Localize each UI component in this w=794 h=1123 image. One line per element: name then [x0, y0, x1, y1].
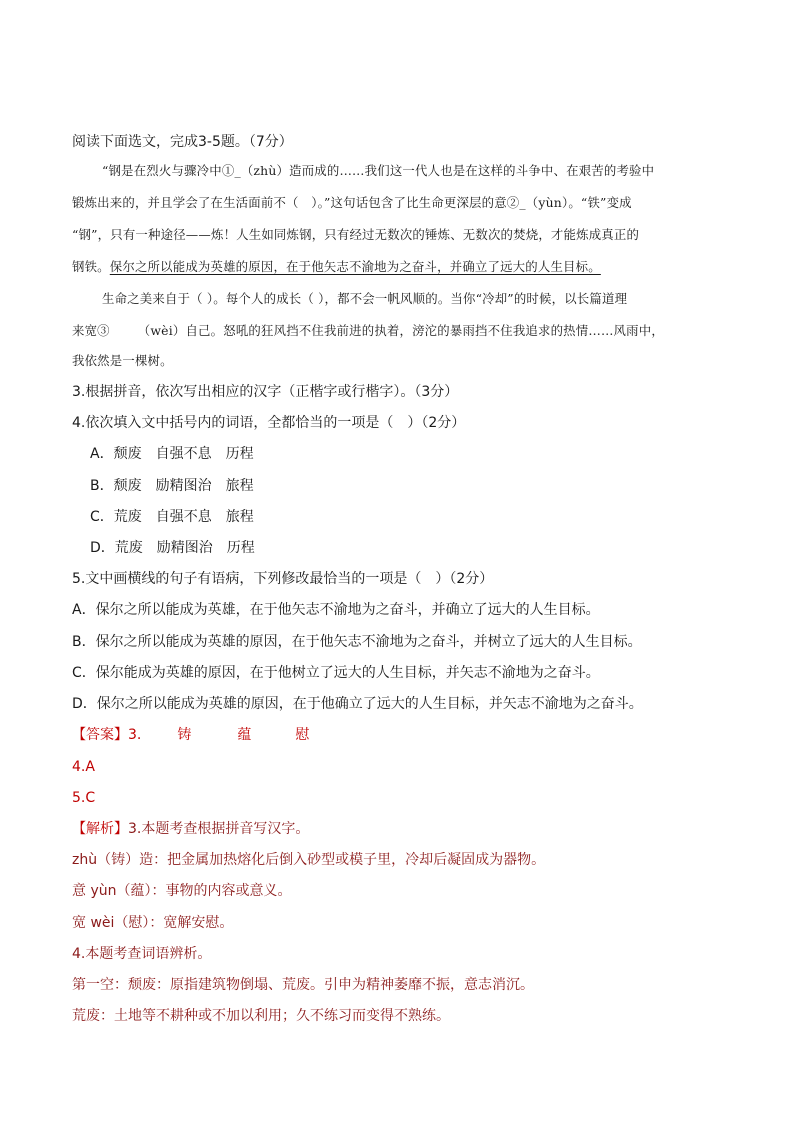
answer-line [72, 725, 309, 745]
passage-text: 钢铁。 [72, 259, 110, 274]
analysis-line: 意 yùn（蕴）：事物的内容或意义。 [72, 883, 292, 899]
passage-line [72, 321, 664, 341]
analysis-line [72, 819, 309, 839]
passage-line: “钢”，只有一种途径——炼！人生如同炼钢，只有经过无数次的锤炼、无数次的焚烧，才能炼成真正的 [72, 227, 640, 242]
analysis-line: 宽 wèi（慰）：宽解安慰。 [72, 915, 234, 931]
q5-option-b: B．保尔之所以能成为英雄的原因，在于他矢志不渝地为之奋斗，并树立了远大的人生目标。 [72, 634, 642, 650]
answer-q3-label: 3. [128, 727, 142, 743]
passage-text: 来宽③ [72, 323, 110, 338]
passage-line: “钢是在烈火与骤冷中①_（zhù）造而成的……我们这一代人也是在这样的斗争中、在艰苦的考验中 [102, 163, 655, 178]
q5-option-a: A．保尔之所以能成为英雄，在于他矢志不渝地为之奋斗，并确立了远大的人生目标。 [72, 602, 600, 618]
analysis-intro: 3.本题考查根据拼音写汉字。 [128, 821, 310, 837]
analysis-line: zhù（铸）造：把金属加热熔化后倒入砂型或模子里，冷却后凝固成为器物。 [72, 852, 546, 868]
underlined-sentence: 保尔之所以能成为英雄的原因，在于他矢志不渝地为之奋斗，并确立了远大的人生目标。 [109, 259, 601, 274]
passage-line: 锻炼出来的，并且学会了在生活面前不（ ）。”这句话包含了比生命更深层的意②_（yùn）。“铁”变成 [72, 195, 632, 210]
passage-text: （wèi）自己。怒吼的狂风挡不住我前进的执着，滂沱的暴雨挡不住我追求的热情……风雨中， [137, 323, 664, 338]
passage-line: 我依然是一棵树。 [72, 353, 173, 368]
answer-char: 铸 [177, 727, 192, 743]
q4-option-b: B．颓废 励精图治 旅程 [90, 478, 254, 494]
question-5-stem: 5.文中画横线的句子有语病，下列修改最恰当的一项是（ ）（2分） [72, 571, 494, 587]
section-intro: 阅读下面选文，完成3-5题。（7分） [72, 134, 293, 150]
analysis-tag: 【解析】 [72, 821, 128, 837]
analysis-line: 4.本题考查词语辨析。 [72, 946, 212, 962]
answer-tag: 【答案】 [72, 727, 128, 743]
answer-q4: 4.A [72, 759, 95, 775]
answer-char: 慰 [295, 727, 310, 743]
passage-line: 生命之美来自于（ ）。每个人的成长（ ），都不会一帆风顺的。当你“冷却”的时候，以长篇道理 [102, 291, 628, 306]
analysis-line: 第一空：颓废：原指建筑物倒塌、荒废。引申为精神萎靡不振，意志消沉。 [72, 977, 534, 993]
analysis-line: 荒废：土地等不耕种或不加以利用；久不练习而变得不熟练。 [72, 1008, 450, 1024]
q4-option-d: D．荒废 励精图治 历程 [90, 540, 255, 556]
question-3: 3.根据拼音，依次写出相应的汉字（正楷字或行楷字）。（3分） [72, 384, 459, 400]
answer-q5: 5.C [72, 790, 96, 806]
q4-option-a: A．颓废 自强不息 历程 [90, 446, 254, 462]
q5-option-c: C．保尔能成为英雄的原因，在于他树立了远大的人生目标，并矢志不渝地为之奋斗。 [72, 665, 600, 681]
answer-char: 蕴 [237, 727, 252, 743]
q4-option-c: C．荒废 自强不息 旅程 [90, 509, 254, 525]
q5-option-d: D．保尔之所以能成为英雄的原因，在于他确立了远大的人生目标，并矢志不渝地为之奋斗。 [72, 696, 643, 712]
question-4-stem: 4.依次填入文中括号内的词语，全都恰当的一项是（ ）（2分） [72, 415, 466, 431]
passage-line [72, 257, 601, 277]
